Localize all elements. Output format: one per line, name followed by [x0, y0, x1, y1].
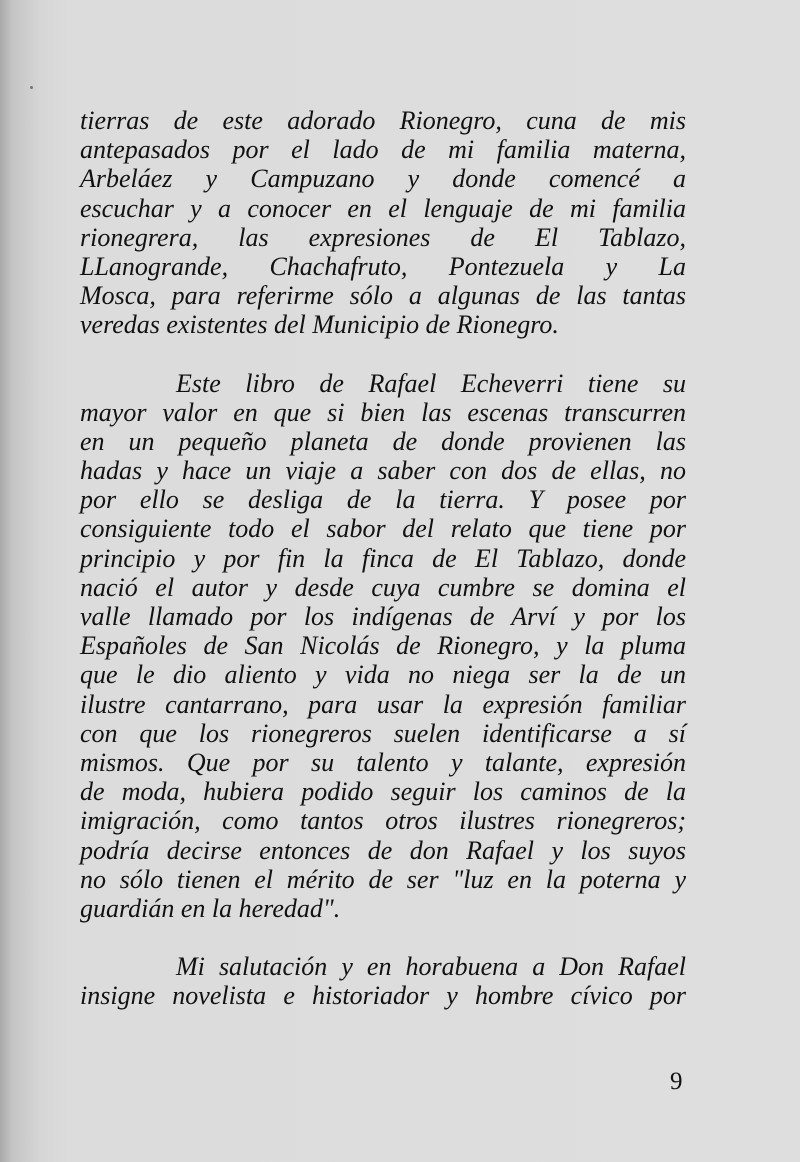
body-text	[80, 106, 686, 1010]
text-line: en un pequeño planeta de donde provienen las	[80, 426, 686, 456]
paragraph-gap	[80, 340, 686, 369]
paragraph-1	[80, 106, 686, 340]
text-line: Mosca, para referirme sólo a algunas de las tantas	[80, 281, 686, 311]
text-line: mismos. Que por su talento y talante, expresión	[80, 747, 686, 777]
page-number: 9	[670, 1068, 683, 1095]
text-line: LLanogrande, Chachafruto, Pontezuela y La	[80, 251, 686, 281]
text-line: mayor valor en que si bien las escenas transcurren	[80, 397, 686, 427]
text-line: por ello se desliga de la tierra. Y posee por	[80, 485, 686, 515]
text-line: escuchar y a conocer en el lenguaje de mi familia	[80, 193, 686, 223]
text-line: consiguiente todo el sabor del relato que tiene por	[80, 514, 686, 544]
paragraph-gap	[80, 923, 686, 952]
text-line: que le dio aliento y vida no niega ser la de un	[80, 660, 686, 690]
text-line: guardián en la heredad".	[80, 893, 341, 923]
text-line: no sólo tienen el mérito de ser "luz en la poterna y	[80, 864, 686, 894]
paragraph-2	[80, 369, 686, 924]
text-line: Arbeláez y Campuzano y donde comencé a	[80, 164, 686, 194]
text-line: principio y por fin la finca de El Tablazo, donde	[80, 543, 686, 573]
text-line: Este libro de Rafael Echeverri tiene su	[176, 368, 686, 398]
text-line: veredas existentes del Municipio de Rionegro.	[80, 310, 559, 340]
text-line: antepasados por el lado de mi familia materna,	[80, 135, 686, 165]
paragraph-3	[80, 952, 686, 1010]
text-line: Españoles de San Nicolás de Rionegro, y la pluma	[80, 631, 686, 661]
text-line: ilustre cantarrano, para usar la expresión familiar	[80, 689, 686, 719]
text-line: de moda, hubiera podido seguir los caminos de la	[80, 777, 686, 807]
text-line: hadas y hace un viaje a saber con dos de ellas, no	[80, 456, 686, 486]
text-line: Mi salutación y en horabuena a Don Rafael	[176, 952, 686, 982]
text-line: podría decirse entonces de don Rafael y los suyos	[80, 835, 686, 865]
text-line: nació el autor y desde cuya cumbre se domina el	[80, 572, 686, 602]
text-line: rionegrera, las expresiones de El Tablazo,	[80, 222, 686, 252]
text-line: tierras de este adorado Rionegro, cuna de mis	[80, 106, 686, 135]
text-line: valle llamado por los indígenas de Arví y por los	[80, 602, 686, 631]
text-line: con que los rionegreros suelen identificarse a sí	[80, 718, 686, 748]
text-line: insigne novelista e historiador y hombre cívico por	[80, 981, 686, 1011]
page-speck	[30, 86, 33, 89]
text-line: imigración, como tantos otros ilustres rionegreros;	[80, 806, 686, 836]
